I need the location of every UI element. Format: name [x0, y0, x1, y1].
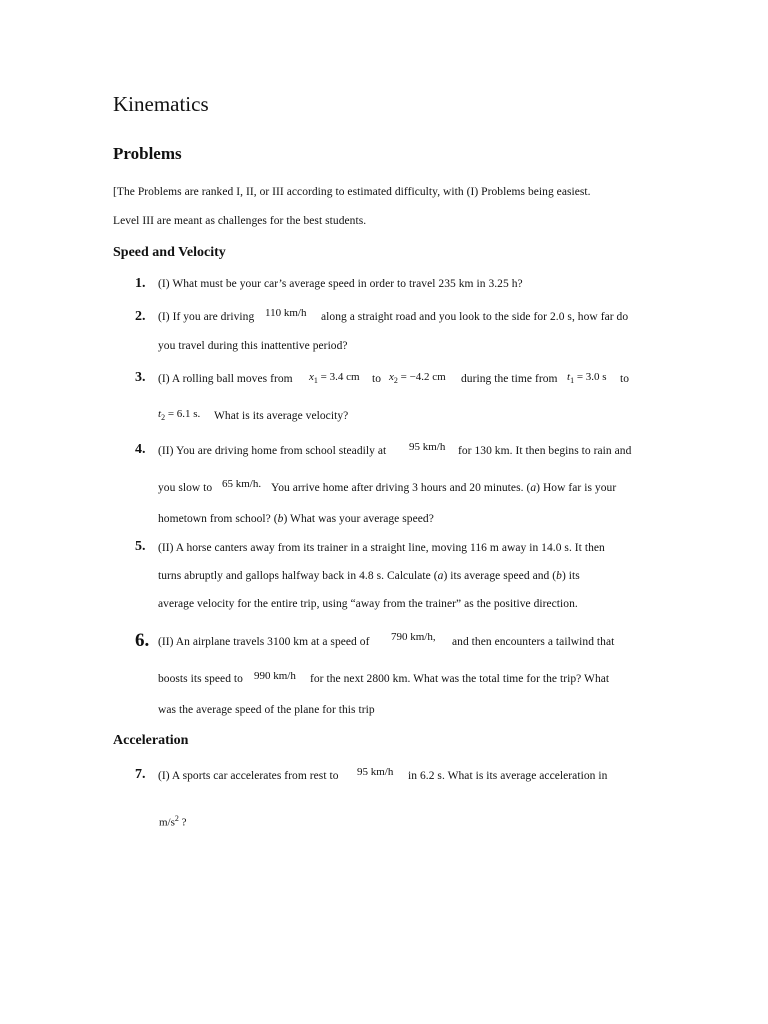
problem-6-speed-1: 790 km/h, — [391, 631, 436, 643]
problem-5-number: 5. — [135, 539, 146, 554]
problems-heading: Problems — [113, 144, 182, 163]
problem-3-x1-sub: 1 — [313, 376, 318, 386]
problem-3-x2-value: = −4.2 cm — [397, 371, 446, 383]
problem-3-x2 — [389, 371, 446, 385]
problem-7-unit-exponent: 2 — [174, 814, 179, 823]
problem-3-t1-var: t — [567, 371, 571, 383]
problem-4-text-b: for 130 km. It then begins to rain and — [458, 445, 632, 457]
problem-4-text-c: you slow to — [158, 482, 213, 494]
problem-3-x2-sub: 2 — [393, 376, 398, 386]
problem-7-unit-base: m/s — [159, 816, 175, 829]
problem-7-number: 7. — [135, 767, 146, 782]
problem-3-text-b: during the time from — [461, 373, 558, 385]
problem-4-text-d1: You arrive home after driving 3 hours and 20 minutes. ( — [271, 482, 531, 494]
problem-3-t1-sub: 1 — [570, 376, 575, 386]
problem-3-to-2: to — [620, 373, 630, 385]
section-heading-speed-velocity: Speed and Velocity — [113, 245, 226, 260]
problem-4-speed-1: 95 km/h — [409, 441, 446, 453]
problem-3-x2-var: x — [389, 371, 394, 383]
problem-2-number: 2. — [135, 309, 146, 324]
problem-3-t1 — [567, 371, 607, 385]
problem-4-text-a: (II) You are driving home from school steadily at — [158, 445, 387, 457]
problem-5-text-a: (II) A horse canters away from its trainer in a straight line, moving 116 m away in 14.0 s. It then — [158, 542, 605, 554]
problem-3-t2 — [158, 408, 200, 422]
problem-4-speed-2: 65 km/h. — [222, 478, 262, 490]
problem-6-text-c: boosts its speed to — [158, 673, 243, 685]
problem-3-t2-value: = 6.1 s. — [165, 408, 201, 420]
problem-3-t2-var: t — [158, 408, 162, 420]
problem-3-x1-value: = 3.4 cm — [317, 371, 360, 383]
problem-6-text-e: was the average speed of the plane for this trip — [158, 704, 375, 716]
problem-7-text-a: (I) A sports car accelerates from rest to — [158, 770, 339, 782]
problem-6-text-b: and then encounters a tailwind that — [452, 636, 615, 648]
problem-7-unit-rest: ? — [178, 816, 187, 829]
problem-6-text-d: for the next 2800 km. What was the total time for the trip? What — [310, 673, 610, 685]
problem-4-text-e — [158, 513, 434, 525]
problem-6-text-a: (II) An airplane travels 3100 km at a speed of — [158, 636, 370, 648]
problem-2-text-b: along a straight road and you look to the side for 2.0 s, how far do — [321, 311, 629, 323]
problem-3-x1 — [309, 371, 360, 385]
problem-4-text-d — [271, 482, 616, 494]
problem-4-number: 4. — [135, 442, 146, 457]
problem-5-text-c: average velocity for the entire trip, using “away from the trainer” as the positive direction. — [158, 598, 578, 610]
intro-line-2: Level III are meant as challenges for the best students. — [113, 215, 367, 227]
problem-4-text-d2: ) How far is your — [536, 482, 617, 494]
intro-line-1: [The Problems are ranked I, II, or III according to estimated difficulty, with (I) Problems being easiest. — [113, 186, 591, 198]
problem-3-text-a: (I) A rolling ball moves from — [158, 373, 293, 385]
problem-5-text-b2: ) its average speed and ( — [443, 570, 557, 582]
problem-1-text: (I) What must be your car’s average speed in order to travel 235 km in 3.25 h? — [158, 278, 523, 290]
problem-5-part-b: b — [556, 570, 562, 582]
problem-3-x1-var: x — [309, 371, 314, 383]
problem-5-text-b — [158, 570, 580, 582]
problem-5-text-b1: turns abruptly and gallops halfway back in 4.8 s. Calculate ( — [158, 570, 438, 582]
problem-4-part-a: a — [530, 482, 537, 494]
problem-2-text-a: (I) If you are driving — [158, 311, 255, 323]
problem-2-speed: 110 km/h — [265, 307, 307, 319]
problem-5-text-b3: ) its — [561, 570, 580, 582]
problem-7-text-b: in 6.2 s. What is its average acceleration in — [408, 770, 608, 782]
problem-4-part-b: b — [277, 513, 284, 525]
problem-3-number: 3. — [135, 370, 146, 385]
problem-3-to-1: to — [372, 373, 382, 385]
problem-7-speed: 95 km/h — [357, 766, 394, 778]
problem-2-text-c: you travel during this inattentive period? — [158, 340, 348, 352]
problem-5-part-a: a — [437, 570, 444, 582]
problem-7-unit — [159, 814, 187, 829]
problem-6-speed-2: 990 km/h — [254, 670, 296, 682]
section-heading-acceleration: Acceleration — [113, 733, 189, 748]
problem-3-text-c: What is its average velocity? — [214, 410, 349, 422]
problem-3-t2-sub: 2 — [161, 413, 166, 423]
problem-3-t1-value: = 3.0 s — [574, 371, 607, 383]
problem-1-number: 1. — [135, 276, 146, 291]
problem-4-text-e1: hometown from school? ( — [158, 513, 278, 525]
problem-6-number: 6. — [135, 630, 150, 651]
page-title: Kinematics — [113, 92, 209, 116]
problem-4-text-e2: ) What was your average speed? — [283, 513, 434, 525]
